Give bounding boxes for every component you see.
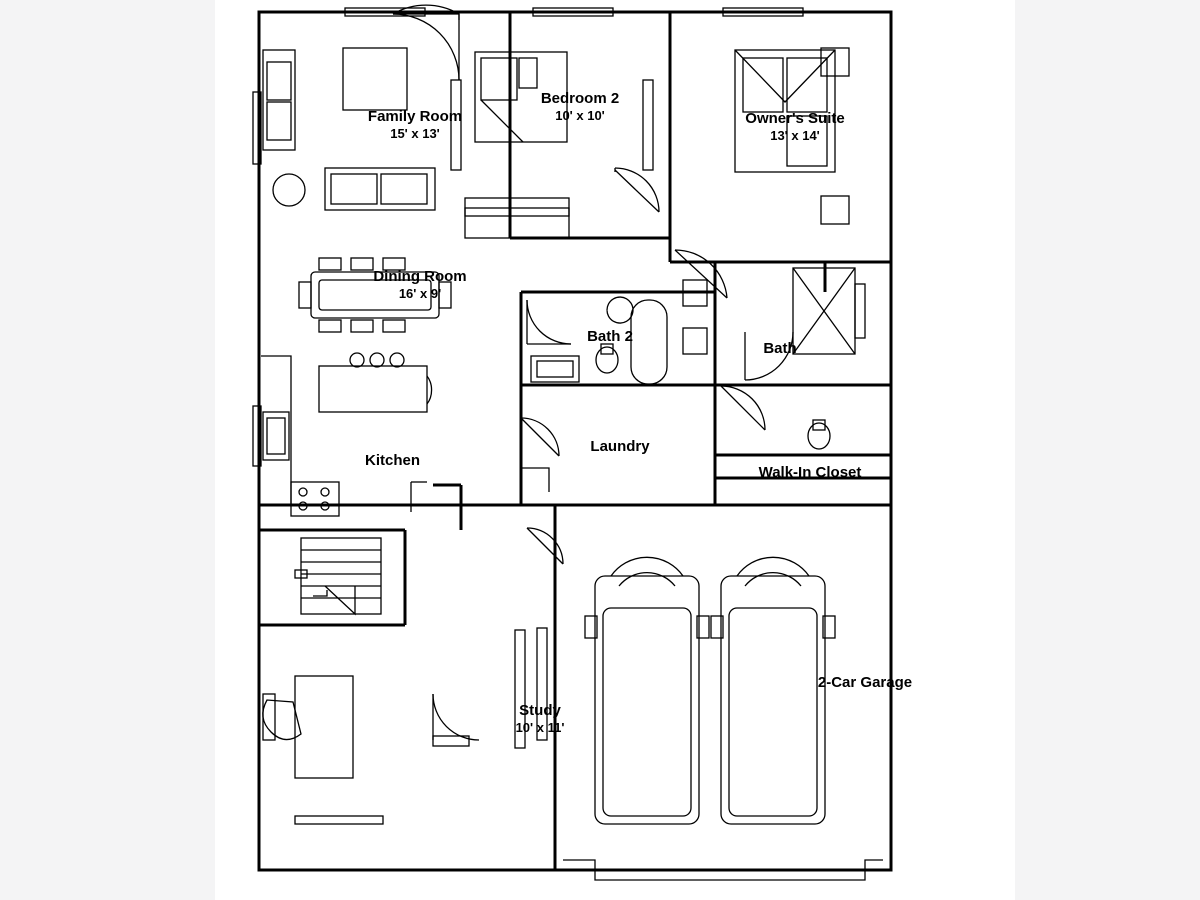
room-dims: 16' x 9' xyxy=(398,285,442,301)
room-dims: 13' x 14' xyxy=(770,127,820,143)
room-name: Laundry xyxy=(590,438,650,455)
room-name: 2-Car Garage xyxy=(817,674,913,691)
room-name: Dining Room xyxy=(373,268,467,285)
room-name: Kitchen xyxy=(364,452,420,469)
room-dims: 15' x 13' xyxy=(390,125,440,141)
room-name: Owner's Suite xyxy=(745,110,845,127)
room-name: Bedroom 2 xyxy=(540,90,620,107)
room-name: Bath 2 xyxy=(587,328,633,345)
room-name: Family Room xyxy=(367,108,463,125)
room-dims: 10' x 10' xyxy=(555,107,605,123)
room-name: Bath xyxy=(763,340,797,357)
room-dims: 10' x 11' xyxy=(515,719,565,735)
room-name: Walk-In Closet xyxy=(758,464,862,481)
floor-plan-sheet xyxy=(215,0,1015,900)
floor-plan-drawing xyxy=(215,0,1015,900)
room-name: Study xyxy=(519,702,561,719)
